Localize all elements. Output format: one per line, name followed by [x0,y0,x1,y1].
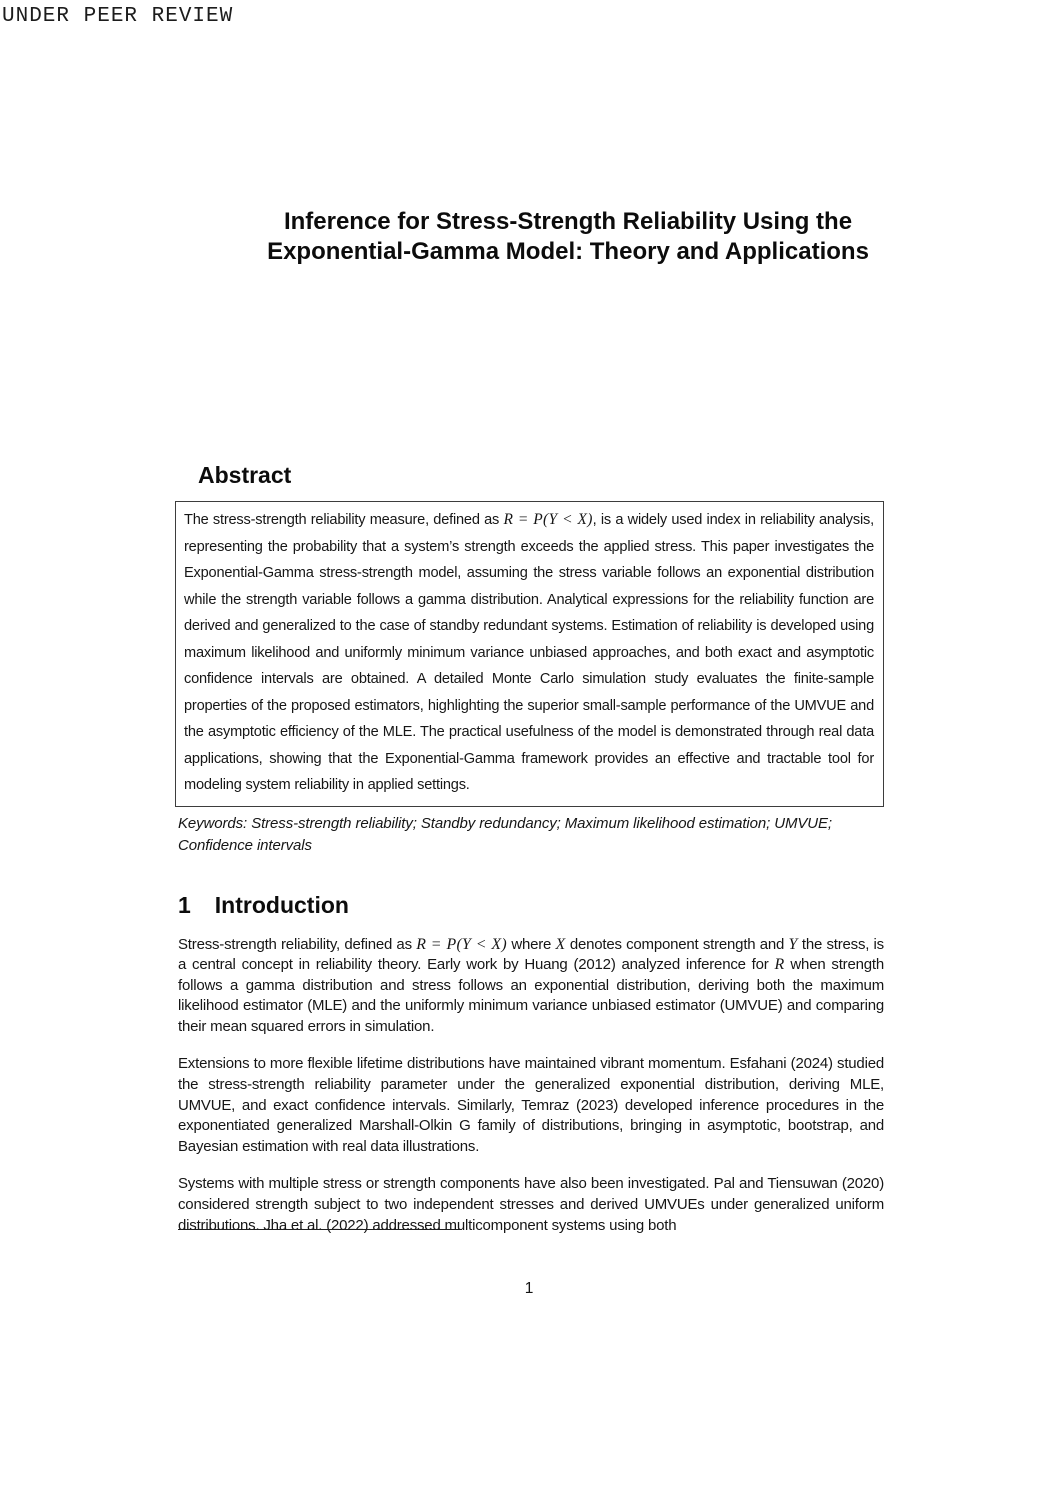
section-number: 1 [178,891,191,918]
inline-math-y: Y [788,935,798,953]
text-segment: where [507,935,556,953]
intro-paragraph-2: Extensions to more flexible lifetime distributions have maintained vibrant momentum. Esfahani (2024) studied the stress-strength reliability parameter under the generalized exponential distribution, deriving MLE, UMVUE, and exact confidence intervals. Similarly, Temraz (2023) developed inference procedures in the exponentiated generalized Marshall-Olkin G family of distributions, bringing in asymptotic, bootstrap, and Bayesian estimation with real data illustrations. [178,1055,884,1155]
section-title: Introduction [214,891,349,918]
abstract-heading: Abstract [198,462,292,488]
inline-math-r: R [774,956,785,974]
text-segment: when strength follows a gamma distribution and stress follows an exponential distribution, deriving both the maximum likelihood estimator (MLE) and the uniformly minimum variance unbiased estimator (UMVUE) and comparing their mean squared errors in simulation. [178,956,884,1035]
paper-title-line-2: Exponential-Gamma Model: Theory and Applications [267,238,869,265]
peer-review-watermark: UNDER PEER REVIEW [2,5,234,28]
text-segment: the stress, is a central concept in reliability theory. Early work by Huang (2012) analyzed inference for [178,935,884,974]
abstract-box [175,501,884,807]
intro-paragraph-1 [178,935,884,1038]
abstract-text-segment: The stress-strength reliability measure, defined as [184,512,504,528]
keywords-line [178,813,884,858]
inline-math-reliability: R = P(Y < X) [503,511,593,528]
inline-math-reliability: R = P(Y < X) [416,935,508,953]
keywords-text: Keywords: Stress-strength reliability; Standby redundancy; Maximum likelihood estimation; UMVUE; Confidence intervals [178,814,833,854]
footnote-rule [178,1229,462,1230]
intro-paragraph-3: Systems with multiple stress or strength components have also been investigated. Pal and Tiensuwan (2020) considered strength subject to two independent stresses and derived UMVUEs under generalized uniform distributions. Jha et al. (2022) addressed multicomponent systems using both [178,1175,884,1234]
paper-title [228,207,908,267]
text-segment: denotes component strength and [565,935,789,953]
main-text-column [175,461,884,1253]
introduction-body [178,935,884,1237]
page-number: 1 [524,1280,534,1297]
section-heading-introduction [178,891,884,919]
abstract-text-segment: , is a widely used index in reliability analysis, representing the probability that a system’s strength exceeds the applied stress. This paper investigates the Exponential-Gamma stress-strength model, assuming the stress variable follows an exponential distribution while the strength variable follows a gamma distribution. Analytical expressions for the reliability function are derived and generalized to the case of standby redundant systems. Estimation of reliability is developed using maximum likelihood and uniformly minimum variance unbiased approaches, and both exact and asymptotic confidence intervals are obtained. A detailed Monte Carlo simulation study evaluates the finite-sample properties of the proposed estimators, highlighting the superior small-sample performance of the UMVUE and the asymptotic efficiency of the MLE. The practical usefulness of the model is demonstrated through real data applications, showing that the Exponential-Gamma framework provides an effective and tractable tool for modeling system reliability in applied settings. [184,512,874,793]
abstract-text [184,507,874,799]
text-segment: Stress-strength reliability, defined as [178,935,417,953]
inline-math-x: X [555,935,566,953]
paper-title-line-1: Inference for Stress-Strength Reliability Using the [283,208,853,235]
